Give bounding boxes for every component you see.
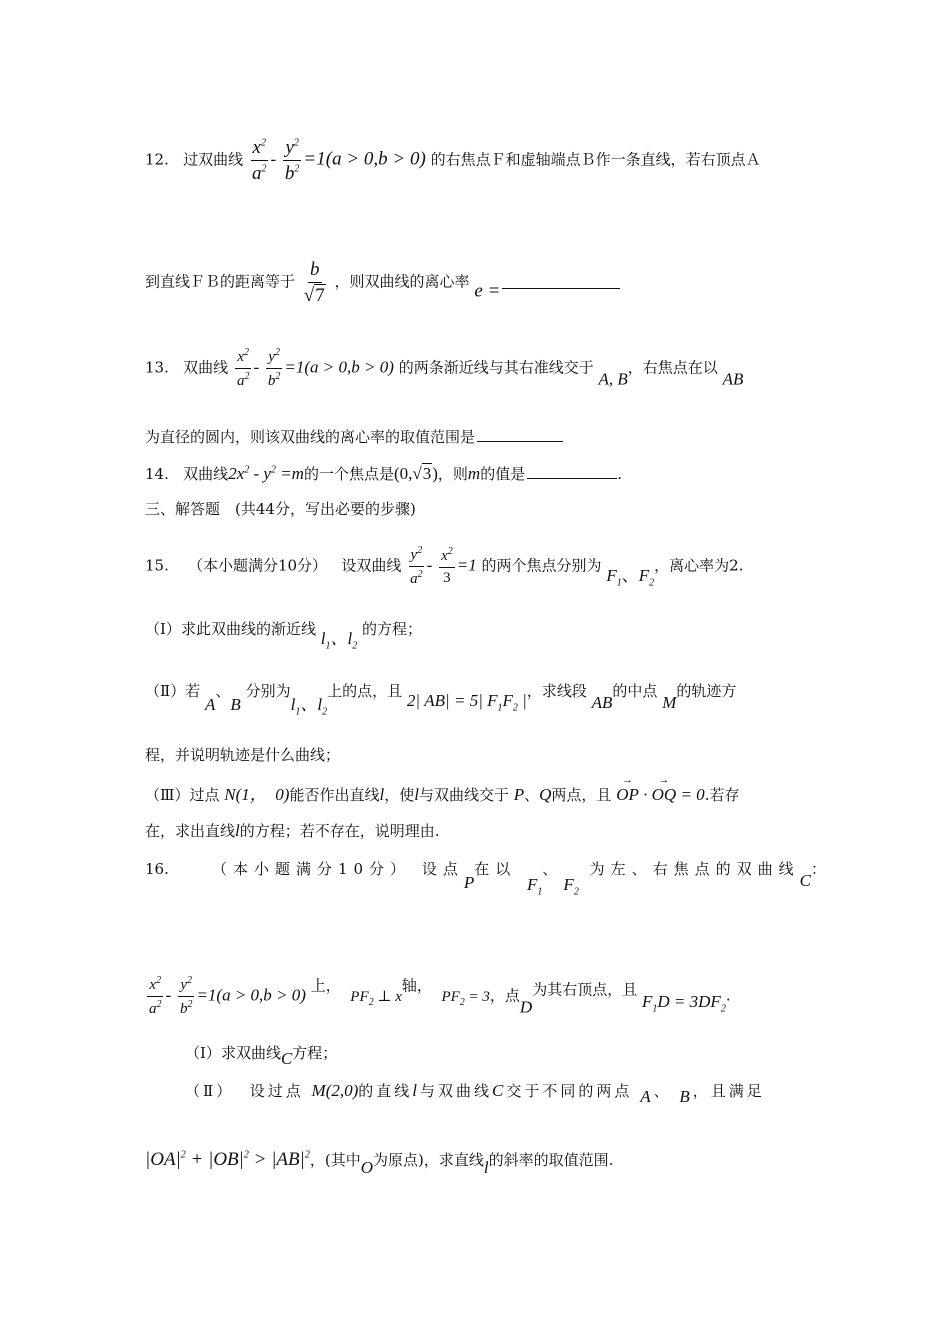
q12-fraction-x: $\frac{x^2}{a^2}$ (251, 137, 267, 184)
q16-part2-tag: （Ⅱ） (185, 1082, 235, 1100)
q13-ab: AB (722, 369, 744, 389)
q12-text-b: 到直线ＦＢ的距离等于 (145, 272, 296, 291)
q13-line1: 13. 双曲线 $\frac{x^2}{a^2}$ - $\frac{y^2}{b^2}$ =1(a > 0,b > 0) 的两条渐近线与其右准线交于 A, B，右焦点在以 AB (145, 347, 744, 389)
q15-part1-tag: （Ⅰ） (145, 620, 181, 638)
q14-lead: 双曲线 (183, 465, 229, 483)
q15-part2-cont: 程，并说明轨迹是什么曲线； (145, 746, 341, 764)
q15-part2: （Ⅱ）若 A、B 分别为$l_1$、$l_2$上的点，且 2| AB| = 5| $F_1F_2$ |，求线段 AB的中点 M的轨迹方 (145, 682, 737, 718)
q16-part2: （Ⅱ） 设过点 M(2,0)的直线l与双曲线C交于不同的两点 A、 B，且满足 (185, 1081, 765, 1106)
q16-part1-tag: （Ⅰ） (185, 1044, 221, 1062)
q12-line1: 12. 过双曲线 $\frac{x^2}{a^2}$ - $\frac{y^2}{b^2}$ =1(a > 0,b > 0) 的右焦点Ｆ和虚轴端点Ｂ作一条直线，若右顶点Ａ (145, 137, 761, 184)
q13-condition: =1(a > 0,b > 0) (284, 357, 394, 377)
q16-fraction-x: $\frac{x^2}{a^2}$ (149, 975, 162, 1017)
q16-part1: （Ⅰ）求双曲线C方程； (185, 1044, 338, 1068)
q12-text-a: 的右焦点Ｆ和虚轴端点Ｂ作一条直线，若右顶点Ａ (430, 150, 761, 169)
q14-number: 14. (145, 465, 169, 483)
q15-lead: 设双曲线 (341, 556, 402, 575)
q16-fraction-y: $\frac{y^2}{b^2}$ (179, 975, 193, 1017)
q15-score: （本小题满分10分） (187, 556, 328, 575)
q12-fraction-y: $\frac{y^2}{b^2}$ (284, 137, 300, 184)
q14-m: m (467, 464, 481, 483)
q13-number: 13. (145, 358, 169, 377)
q13-text-c: 为直径的圆内，则该双曲线的离心率的取值范围是 (145, 428, 476, 446)
q15-part3-tag: （Ⅲ） (145, 786, 190, 804)
q16-line2: $\frac{x^2}{a^2}$ - $\frac{y^2}{b^2}$ =1(a > 0,b > 0) 上， $PF_2$ ⊥ x轴， $PF_2 = 3$，点D为其右顶点，且 $F_1D = 3DF_2$. (149, 975, 731, 1017)
q13-text-b: ，右焦点在以 (627, 358, 718, 377)
q14-text-a: 的一个焦点是 (303, 465, 394, 483)
q15-part2-equation: 2| AB| = 5| $F_1F_2$ | (406, 691, 527, 714)
q12-answer-blank (502, 287, 620, 289)
q15-part2-tag: （Ⅱ） (145, 682, 186, 700)
q15-part1: （Ⅰ）求此双曲线的渐近线 $l_1$、$l_2$ 的方程； (145, 620, 422, 652)
q16-condition: =1(a > 0,b > 0) (196, 985, 306, 1005)
q15-number: 15. (145, 556, 169, 575)
q14-equation: =m (280, 464, 304, 483)
q15-text-b: ，离心率为2. (654, 556, 744, 575)
q12-e-label: e = (474, 280, 501, 302)
q13-lead: 双曲线 (183, 358, 229, 377)
q15-condition: =1 (456, 555, 477, 575)
q15-foci: $F_1$、$F_2$ (606, 565, 655, 588)
q16-score: （本小题满分10分） (211, 860, 412, 878)
q15-part3-cont: 在，求出直线l的方程；若不存在，说明理由. (145, 821, 440, 840)
q13-answer-blank (477, 440, 563, 442)
q12-number: 12. (145, 150, 169, 169)
q16-line1: 16. （本小题满分10分） 设点P在以 $F_1$、$F_2$ 为左、右焦点的双曲线C： (145, 860, 832, 898)
q13-points: A, B (598, 369, 628, 389)
q15-dot-product: → OP · → OQ = 0 (616, 785, 704, 804)
q14-line: 14. 双曲线$2x^2 - y^2 =m$的一个焦点是(0,√3)，则m的值是 . (145, 464, 622, 483)
q14-answer-blank (527, 477, 617, 479)
q14-focus: (0, (393, 464, 413, 483)
q12-condition: =1(a > 0,b > 0) (303, 148, 426, 170)
q14-text-b: ，则 (437, 465, 468, 483)
q12-fraction-b-sqrt7: $\frac{b}{√7}$ (303, 259, 325, 306)
q13-fraction-y: $\frac{y^2}{b^2}$ (267, 347, 281, 389)
section-3-heading: 三、解答题 (共44分，写出必要的步骤) (145, 500, 416, 518)
q12-text-c: ，则双曲线的离心率 (334, 272, 470, 291)
q16-number: 16. (145, 860, 169, 878)
q13-fraction-x: $\frac{x^2}{a^2}$ (236, 347, 250, 389)
q16-part2-cont: $|OA|^2 + |OB|^2 > |AB|^2$，(其中O为原点)，求直线l的斜率的取值范围. (145, 1149, 614, 1177)
q16-relation: $F_1D = 3DF_2$ (642, 991, 726, 1014)
q13-line2 (145, 430, 820, 445)
q15-line1: 15. （本小题满分10分） 设双曲线 $\frac{y^2}{a^2}$ - $\frac{x^2}{3}$ =1 的两个焦点分别为 $F_1$、$F_2$，离心率为2. (145, 545, 744, 588)
q14-text-c: 的值是 (480, 465, 526, 483)
q15-fraction-y: $\frac{y^2}{a^2}$ (410, 545, 423, 587)
q15-point-n: N(1， 0) (224, 785, 290, 804)
q13-text-a: 的两条渐近线与其右准线交于 (398, 358, 594, 377)
q15-fraction-x: $\frac{x^2}{3}$ (441, 546, 453, 586)
q16-inequality: $|OA|^2 + |OB|^2 > |AB|^2$ (145, 1149, 310, 1170)
q15-part3: （Ⅲ）过点 N(1， 0)能否作出直线l，使l与双曲线交于 P、Q两点，且 → OP · → OQ = 0.若存 (145, 786, 820, 803)
q12-line2 (145, 260, 820, 305)
q15-asymptotes: $l_1$、$l_2$ (320, 629, 358, 652)
q15-text-a: 的两个焦点分别为 (481, 556, 602, 575)
q12-lead: 过双曲线 (183, 150, 244, 169)
